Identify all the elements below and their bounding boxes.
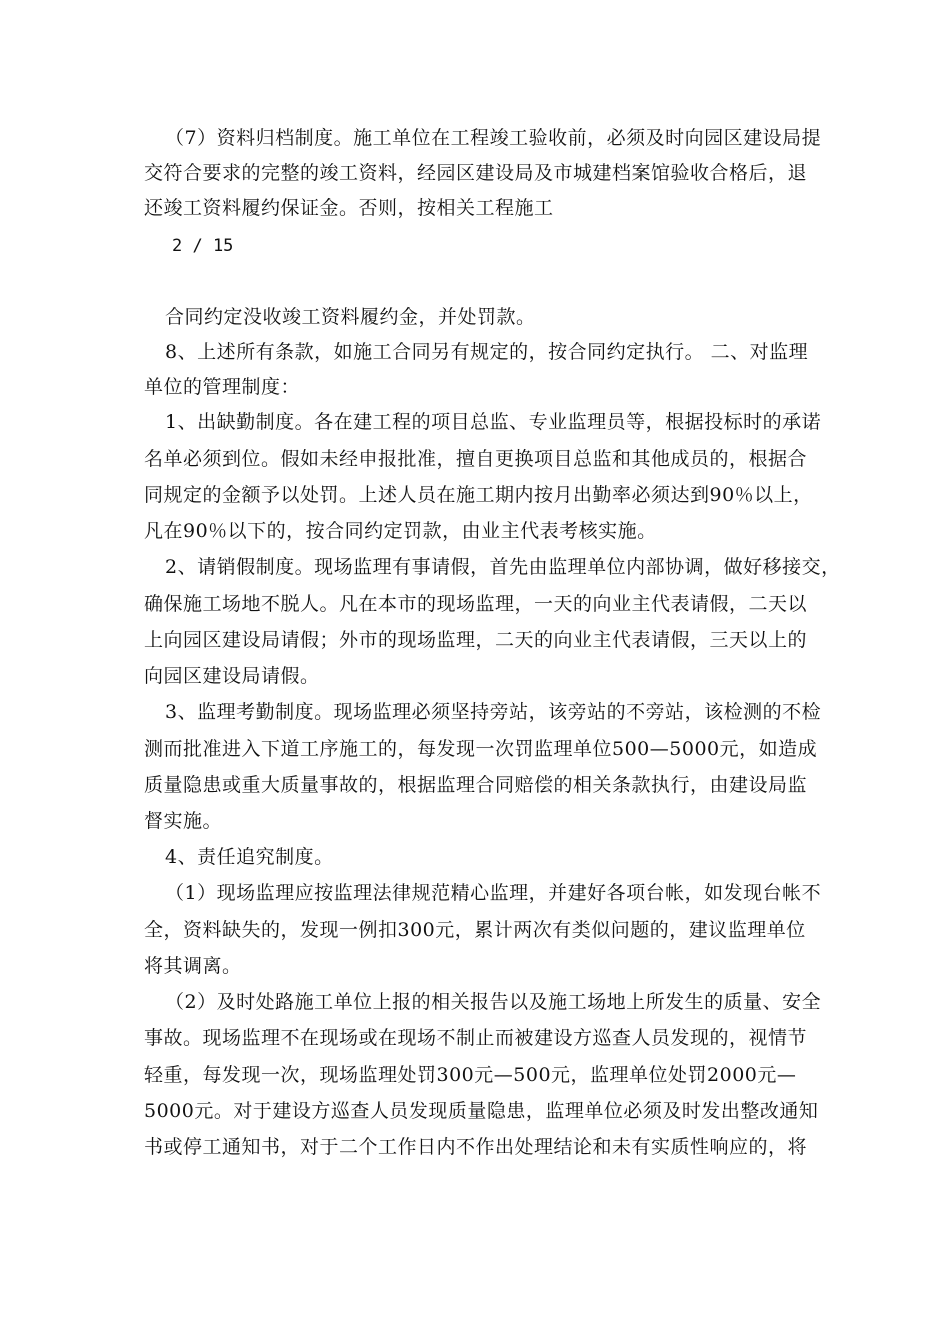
text-line: 合同约定没收竣工资料履约金，并处罚款。 xyxy=(165,306,536,328)
text-line: 4、责任追究制度。 xyxy=(165,846,334,868)
text-line: 同规定的金额予以处罚。上述人员在施工期内按月出勤率必须达到90％以上， xyxy=(144,484,813,506)
text-line: 全，资料缺失的，发现一例扣300元，累计两次有类似问题的，建议监理单位 xyxy=(144,919,806,941)
text-line: 5000元。对于建设方巡查人员发现质量隐患，监理单位必须及时发出整改通知 xyxy=(144,1100,819,1122)
text-line: 书或停工通知书，对于二个工作日内不作出处理结论和未有实质性响应的，将 xyxy=(144,1136,808,1158)
text-line: 督实施。 xyxy=(144,810,223,832)
text-line: 事故。现场监理不在现场或在现场不制止而被建设方巡查人员发现的，视情节 xyxy=(144,1027,808,1049)
text-line: 上向园区建设局请假；外市的现场监理，二天的向业主代表请假，三天以上的 xyxy=(144,629,808,651)
text-line: 向园区建设局请假。 xyxy=(144,665,320,687)
text-line: 3、监理考勤制度。现场监理必须坚持旁站，该旁站的不旁站，该检测的不检 xyxy=(165,701,822,723)
page-number: 2 / 15 xyxy=(172,236,234,256)
text-line: 测而批准进入下道工序施工的，每发现一次罚监理单位500—5000元，如造成 xyxy=(144,738,818,760)
text-line: 2、请销假制度。现场监理有事请假，首先由监理单位内部协调，做好移接交， xyxy=(165,556,841,578)
text-line: 交符合要求的完整的竣工资料，经园区建设局及市城建档案馆验收合格后，退 xyxy=(144,162,808,184)
text-line: 名单必须到位。假如未经申报批准，擅自更换项目总监和其他成员的，根据合 xyxy=(144,448,808,470)
text-line: （1）现场监理应按监理法律规范精心监理，并建好各项台帐，如发现台帐不 xyxy=(165,882,822,904)
text-line: 8、上述所有条款，如施工合同另有规定的，按合同约定执行。 二、对监理 xyxy=(165,341,809,363)
text-line: 质量隐患或重大质量事故的，根据监理合同赔偿的相关条款执行，由建设局监 xyxy=(144,774,808,796)
text-line: （2）及时处路施工单位上报的相关报告以及施工场地上所发生的质量、安全 xyxy=(165,991,822,1013)
text-line: 还竣工资料履约保证金。否则，按相关工程施工 xyxy=(144,197,554,219)
text-line: （7）资料归档制度。施工单位在工程竣工验收前，必须及时向园区建设局提 xyxy=(165,127,822,149)
text-line: 1、出缺勤制度。各在建工程的项目总监、专业监理员等，根据投标时的承诺 xyxy=(165,411,822,433)
text-line: 确保施工场地不脱人。凡在本市的现场监理，一天的向业主代表请假，二天以 xyxy=(144,593,808,615)
text-line: 将其调离。 xyxy=(144,955,242,977)
text-line: 凡在90％以下的，按合同约定罚款，由业主代表考核实施。 xyxy=(144,520,657,542)
text-line: 单位的管理制度： xyxy=(144,376,301,398)
text-line: 轻重，每发现一次，现场监理处罚300元—500元，监理单位处罚2000元— xyxy=(144,1064,797,1086)
